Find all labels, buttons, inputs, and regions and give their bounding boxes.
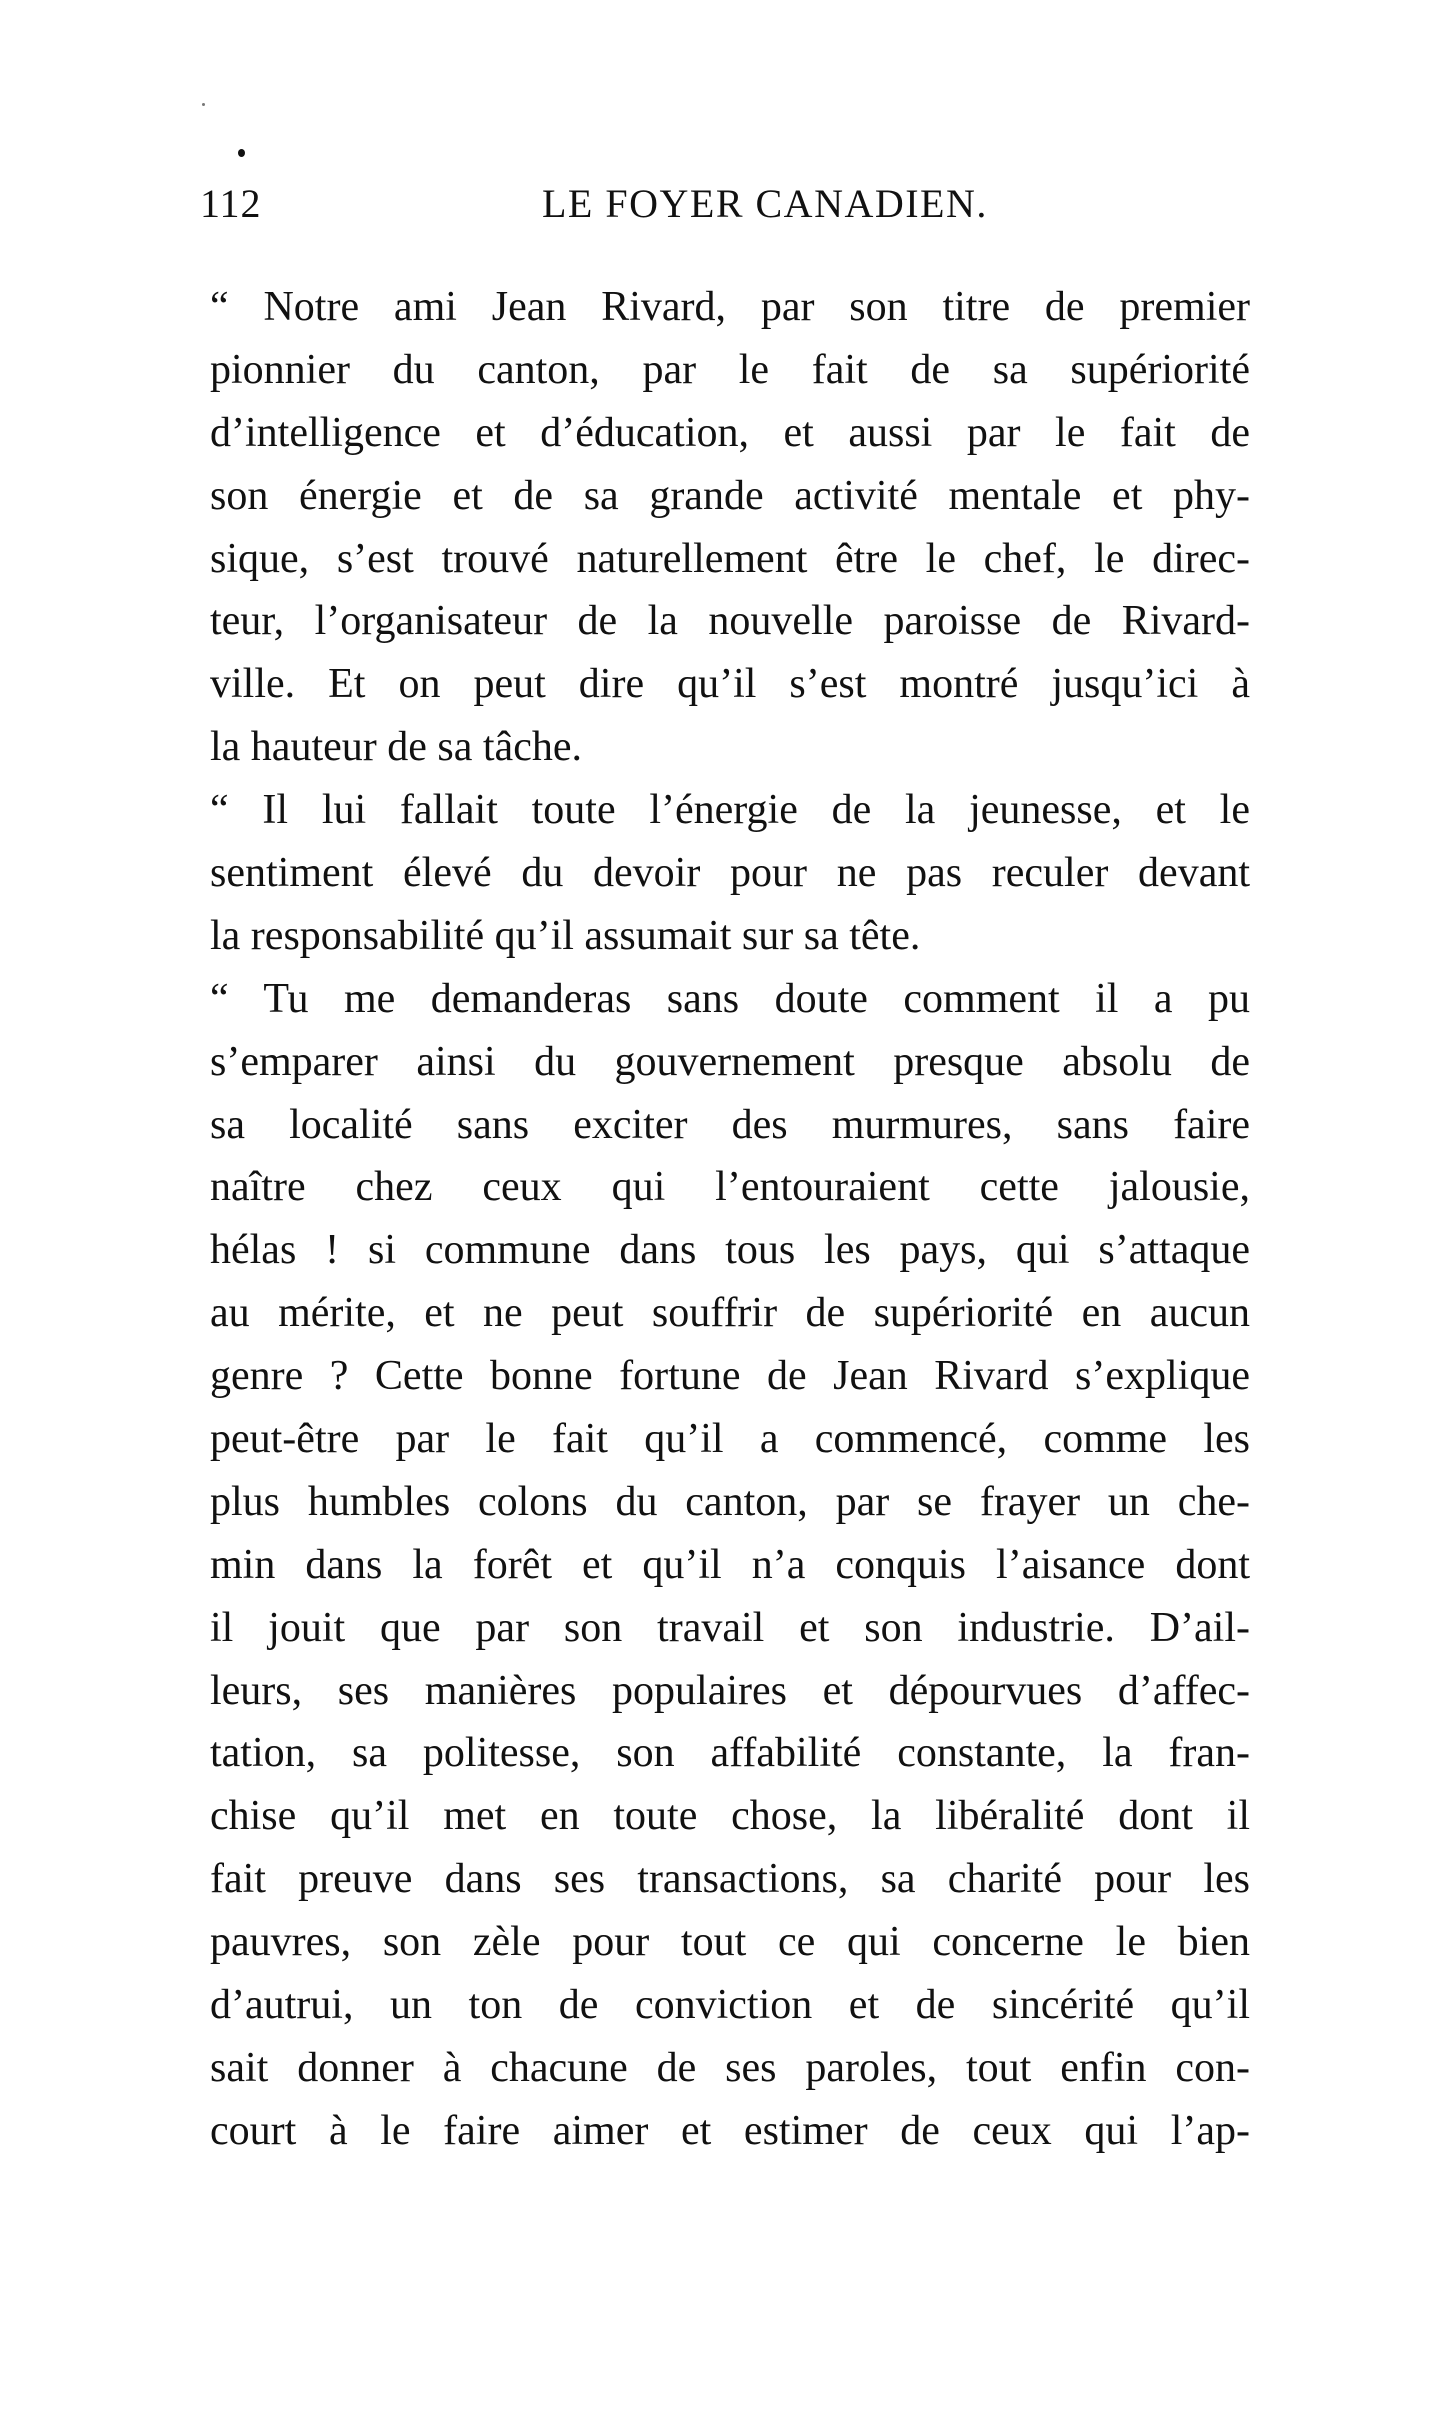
text-line: sentiment élevé du devoir pour ne pas reculer devant — [210, 850, 1250, 897]
text-line: tation, sa politesse, son affabilité constante, la fran- — [210, 1730, 1250, 1777]
body-text — [210, 276, 1250, 2163]
print-speck — [202, 103, 205, 106]
text-line: “ Tu me demanderas sans doute comment il a pu — [210, 975, 1250, 1022]
text-line: son énergie et de sa grande activité mentale et phy- — [210, 472, 1250, 519]
text-line: “ Il lui fallait toute l’énergie de la jeunesse, et le — [210, 787, 1250, 834]
text-line: plus humbles colons du canton, par se frayer un che- — [210, 1478, 1250, 1525]
text-line: min dans la forêt et qu’il n’a conquis l’aisance dont — [210, 1541, 1250, 1588]
text-line: pionnier du canton, par le fait de sa supériorité — [210, 346, 1250, 393]
text-line: court à le faire aimer et estimer de ceux qui l’ap- — [210, 2107, 1250, 2154]
text-line: d’intelligence et d’éducation, et aussi par le fait de — [210, 409, 1250, 456]
text-line: peut-être par le fait qu’il a commencé, comme les — [210, 1416, 1250, 1463]
running-title: LE FOYER CANADIEN. — [542, 181, 988, 226]
text-line: “ Notre ami Jean Rivard, par son titre de premier — [210, 284, 1250, 330]
text-line: leurs, ses manières populaires et dépourvues d’affec- — [210, 1667, 1250, 1714]
text-line: ville. Et on peut dire qu’il s’est montré jusqu’ici à — [210, 661, 1250, 708]
text-line: pauvres, son zèle pour tout ce qui concerne le bien — [210, 1919, 1250, 1966]
text-line: s’emparer ainsi du gouvernement presque absolu de — [210, 1038, 1250, 1085]
page-number: 112 — [200, 181, 262, 226]
text-line: teur, l’organisateur de la nouvelle paroisse de Rivard- — [210, 598, 1250, 645]
text-line: d’autrui, un ton de conviction et de sincérité qu’il — [210, 1982, 1250, 2029]
text-line: sait donner à chacune de ses paroles, tout enfin con- — [210, 2044, 1250, 2091]
text-line: sa localité sans exciter des murmures, sans faire — [210, 1101, 1250, 1148]
text-line: sique, s’est trouvé naturellement être le chef, le direc- — [210, 535, 1250, 582]
text-line: naître chez ceux qui l’entouraient cette jalousie, — [210, 1164, 1250, 1211]
text-line: hélas ! si commune dans tous les pays, qui s’attaque — [210, 1227, 1250, 1274]
text-line: genre ? Cette bonne fortune de Jean Rivard s’explique — [210, 1353, 1250, 1400]
text-line: la responsabilité qu’il assumait sur sa tête. — [210, 912, 921, 959]
text-line: chise qu’il met en toute chose, la libéralité dont il — [210, 1793, 1250, 1840]
text-line: il jouit que par son travail et son industrie. D’ail- — [210, 1604, 1250, 1651]
text-line: fait preuve dans ses transactions, sa charité pour les — [210, 1856, 1250, 1903]
print-speck — [238, 149, 245, 157]
page-header — [200, 180, 1250, 240]
text-line: au mérite, et ne peut souffrir de supériorité en aucun — [210, 1290, 1250, 1337]
text-line: la hauteur de sa tâche. — [210, 724, 582, 771]
